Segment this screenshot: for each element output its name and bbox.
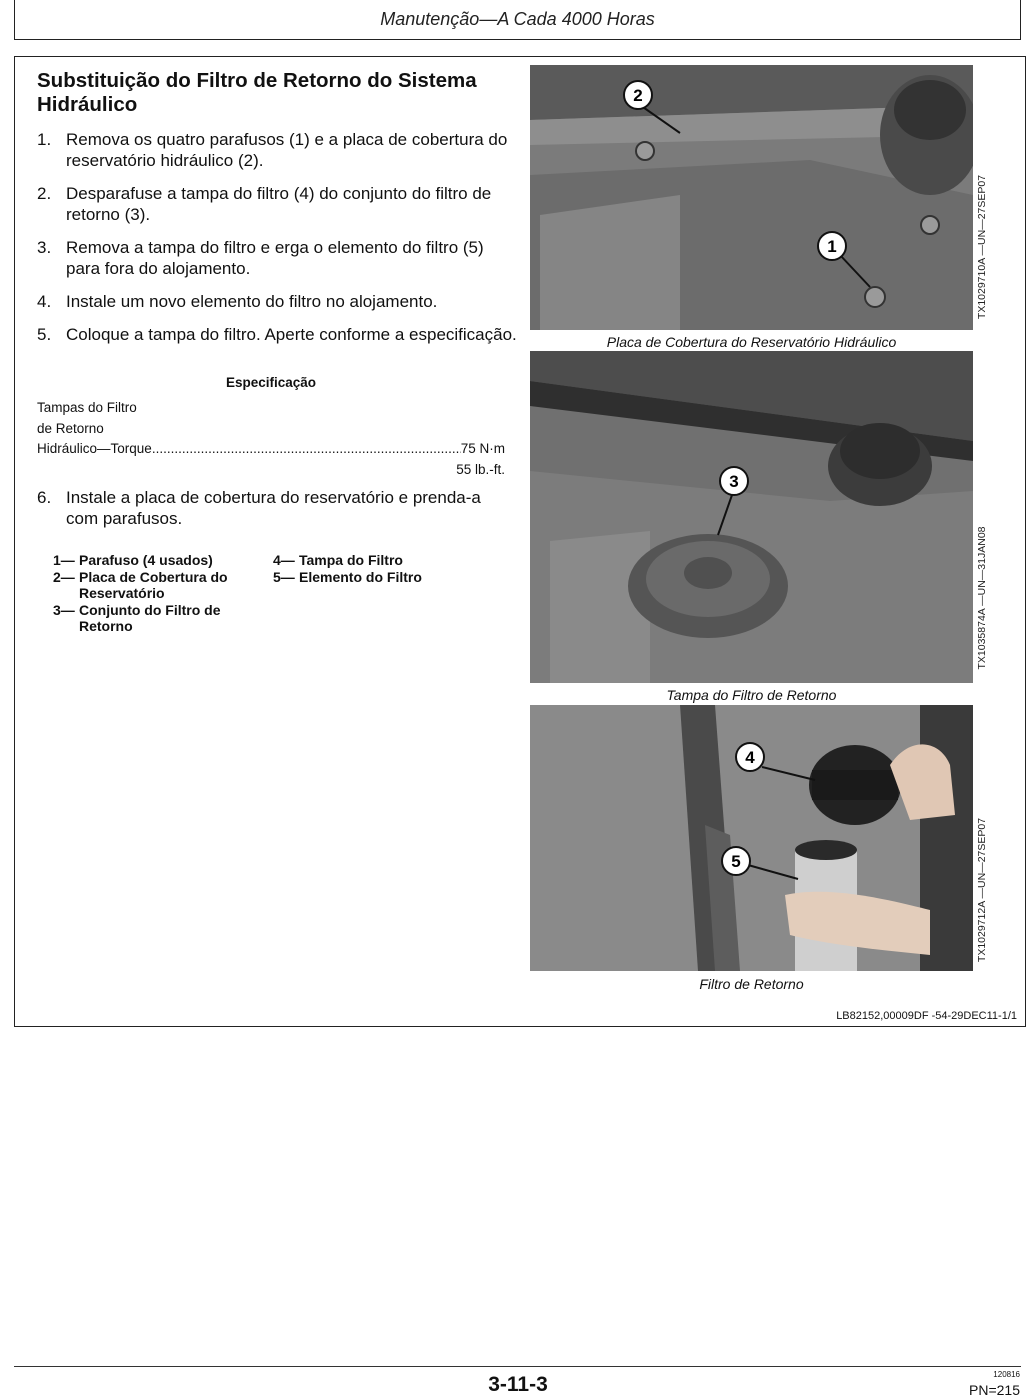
legend-text: Placa de Cobertura do Reservatório <box>79 568 228 601</box>
document-reference-code: LB82152,00009DF -54-29DEC11-1/1 <box>836 1010 1017 1022</box>
step-text: Remova os quatro parafusos (1) e a placa de cobertura do reservatório hidráulico (2). <box>66 130 508 170</box>
step-item <box>37 183 517 225</box>
callout-number: 3 <box>729 472 739 491</box>
step-number: 3. <box>37 238 52 257</box>
legend-number: 3— <box>53 601 75 618</box>
photo-illustration <box>530 351 973 683</box>
step-text: Instale um novo elemento do filtro no alojamento. <box>66 292 438 311</box>
step-item <box>37 237 517 279</box>
page-number: 3-11-3 <box>488 1373 548 1396</box>
legend-text: Elemento do Filtro <box>299 568 422 585</box>
step-number: 2. <box>37 184 52 203</box>
spec-torque-value-imperial: 55 lb.-ft. <box>456 461 505 477</box>
figure-code: TX1029710A —UN—27SEP07 <box>976 174 988 320</box>
legend-number: 1— <box>53 552 75 568</box>
running-header-title: Manutenção—A Cada 4000 Horas <box>380 9 655 29</box>
spec-torque-label: Hidráulico—Torque <box>37 441 152 456</box>
legend-number: 5— <box>273 568 295 585</box>
figure-caption: Filtro de Retorno <box>699 976 804 992</box>
legend-number: 4— <box>273 552 295 568</box>
step-text: Coloque a tampa do filtro. Aperte conforme a especificação. <box>66 325 517 344</box>
legend-item <box>53 552 273 569</box>
step-number: 1. <box>37 130 52 149</box>
step-number: 6. <box>37 488 52 507</box>
photo-return-filter <box>530 705 973 971</box>
legend-column <box>53 552 273 635</box>
callout-number: 4 <box>745 748 755 767</box>
figure-code: TX1029712A —UN—27SEP07 <box>976 817 988 963</box>
spec-label-line: de Retorno <box>37 420 104 436</box>
running-header <box>14 0 1021 40</box>
print-date: 120816 <box>993 1370 1020 1379</box>
legend-item <box>53 602 273 635</box>
photo-reservoir-cover-plate <box>530 65 973 330</box>
legend-text: Tampa do Filtro <box>299 552 403 568</box>
section-title: Substituição do Filtro de Retorno do Sistema Hidráulico <box>37 69 477 116</box>
step-text: Desparafuse a tampa do filtro (4) do conjunto do filtro de retorno (3). <box>66 184 492 224</box>
step-number: 4. <box>37 292 52 311</box>
pn-number: PN=215 <box>969 1382 1020 1398</box>
content-box <box>14 56 1026 1027</box>
step-item <box>37 129 517 171</box>
step-list-continued <box>37 487 517 541</box>
step-text: Remova a tampa do filtro e erga o elemento do filtro (5) para fora do alojamento. <box>66 238 484 278</box>
figure-code: TX1035874A —UN—31JAN08 <box>976 526 988 670</box>
legend-text: Parafuso (4 usados) <box>79 552 213 568</box>
spec-label-line: Tampas do Filtro <box>37 400 137 415</box>
legend-number: 2— <box>53 568 75 585</box>
legend-item <box>273 569 493 586</box>
specification-block <box>37 375 505 480</box>
step-list <box>37 129 517 357</box>
photo-illustration <box>530 705 973 971</box>
footer-divider <box>14 1366 1021 1367</box>
legend-item <box>273 552 493 569</box>
callout-number: 2 <box>633 86 643 105</box>
legend-column <box>273 552 493 635</box>
legend-item <box>53 569 273 602</box>
step-item <box>37 324 517 345</box>
figure-caption: Tampa do Filtro de Retorno <box>666 687 837 703</box>
photo-filter-cap <box>530 351 973 683</box>
parts-legend <box>53 552 493 635</box>
step-number: 5. <box>37 325 52 344</box>
step-item <box>37 487 517 529</box>
callout-number: 5 <box>731 852 741 871</box>
spec-torque-row <box>37 439 505 460</box>
specification-heading: Especificação <box>225 375 317 390</box>
step-item <box>37 291 517 312</box>
figure-caption: Placa de Cobertura do Reservatório Hidráulico <box>606 334 897 350</box>
callout-number: 1 <box>827 237 837 256</box>
spec-torque-value-metric: 75 N·m <box>460 441 505 456</box>
dot-leader <box>152 439 461 460</box>
photo-illustration <box>530 65 973 330</box>
legend-text: Conjunto do Filtro de Retorno <box>79 601 221 634</box>
step-text: Instale a placa de cobertura do reservatório e prenda-a com parafusos. <box>66 488 481 528</box>
